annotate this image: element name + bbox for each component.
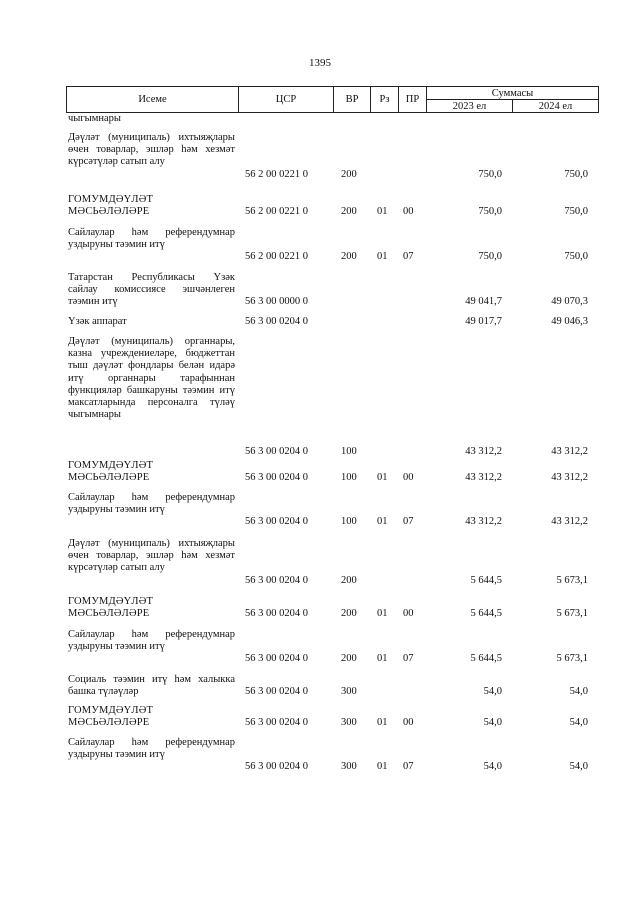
row-sum-2024: 49 046,3 [551,316,588,327]
row-sum-2024: 54,0 [569,761,588,773]
row-name: ГОМУМДӘҮЛӘТ МӘСЬӘЛӘЛӘРЕ [68,194,154,218]
row-name: ГОМУМДӘҮЛӘТ МӘСЬӘЛӘЛӘРЕ [68,705,154,729]
row-vr: 200 [341,608,357,620]
row-sum-2023: 43 312,2 [465,472,502,484]
row-name: Дәүләт (муниципаль) органнары, казна учреждениеләре, бюджеттан тыш дәүләт фондлары белән идарә итү органнары тарафыннан функцияләр башкаруны тәэмин итү максатларында персоналга түләү чыгымнары [68,336,235,421]
row-sum-2024: 5 673,1 [556,574,588,586]
row-csr: 56 3 00 0204 0 [245,574,308,586]
row-sum-2023: 5 644,5 [470,653,502,665]
row-csr: 56 3 00 0204 0 [245,472,308,484]
header-csr: ЦСР [239,87,334,113]
row-csr: 56 3 00 0204 0 [245,316,308,327]
row-pr: 07 [403,653,414,665]
header-2024: 2024 ел [513,100,599,113]
row-name: Сайлаулар һәм референдумнар уздыруны тәэмин итү [68,629,235,653]
row-sum-2024: 750,0 [564,206,588,218]
table-header [66,86,599,113]
row-sum-2023: 43 312,2 [465,445,502,457]
row-vr: 100 [341,472,357,484]
row-name: чыгымнары [68,113,121,124]
row-sum-2023: 54,0 [483,686,502,698]
row-csr: 56 3 00 0204 0 [245,761,308,773]
page-number: 1395 [309,57,331,69]
row-rz: 01 [377,516,388,528]
header-rz: Рз [371,87,399,113]
header-vr: ВР [334,87,371,113]
row-sum-2024: 5 673,1 [556,608,588,620]
row-sum-2023: 750,0 [478,251,502,263]
row-vr: 200 [341,206,357,218]
row-rz: 01 [377,251,388,263]
row-sum-2024: 750,0 [564,251,588,263]
row-vr: 100 [341,445,357,457]
row-csr: 56 2 00 0221 0 [245,206,308,218]
row-csr: 56 2 00 0221 0 [245,251,308,263]
row-sum-2024: 43 312,2 [551,472,588,484]
row-sum-2024: 43 312,2 [551,445,588,457]
row-name: Татарстан Республикасы Үзәк сайлау комиссиясе эшчәнлеген тәэмин итү [68,272,235,308]
row-name: Дәүләт (муниципаль) ихтыяҗлары өчен товарлар, эшләр һәм хезмәт күрсәтүләр сатып алу [68,132,235,168]
row-rz: 01 [377,472,388,484]
row-sum-2024: 54,0 [569,717,588,729]
row-csr: 56 3 00 0204 0 [245,445,308,457]
row-sum-2024: 43 312,2 [551,516,588,528]
row-sum-2023: 54,0 [483,717,502,729]
row-sum-2023: 43 312,2 [465,516,502,528]
row-csr: 56 3 00 0204 0 [245,717,308,729]
row-name: Сайлаулар һәм референдумнар уздыруны тәэмин итү [68,227,235,251]
row-vr: 300 [341,686,357,698]
row-pr: 00 [403,472,414,484]
row-sum-2023: 49 041,7 [465,296,502,308]
row-pr: 00 [403,206,414,218]
row-rz: 01 [377,608,388,620]
row-name: Сайлаулар һәм референдумнар уздыруны тәэмин итү [68,737,235,761]
row-sum-2023: 5 644,5 [470,608,502,620]
row-sum-2024: 750,0 [564,168,588,180]
row-csr: 56 3 00 0000 0 [245,296,308,308]
row-pr: 00 [403,608,414,620]
row-name: Сайлаулар һәм референдумнар уздыруны тәэмин итү [68,492,235,516]
header-2023: 2023 ел [427,100,513,113]
row-rz: 01 [377,717,388,729]
row-sum-2023: 5 644,5 [470,574,502,586]
header-pr: ПР [399,87,427,113]
header-sums: Суммасы [427,87,599,100]
row-name: Дәүләт (муниципаль) ихтыяҗлары өчен товарлар, эшләр һәм хезмәт күрсәтүләр сатып алу [68,538,235,574]
row-vr: 300 [341,761,357,773]
row-name: ГОМУМДӘҮЛӘТ МӘСЬӘЛӘЛӘРЕ [68,460,154,484]
row-vr: 100 [341,516,357,528]
row-rz: 01 [377,653,388,665]
row-sum-2023: 54,0 [483,761,502,773]
row-pr: 07 [403,761,414,773]
row-name: Үзәк аппарат [68,316,127,327]
row-csr: 56 3 00 0204 0 [245,653,308,665]
row-sum-2023: 750,0 [478,168,502,180]
row-sum-2024: 5 673,1 [556,653,588,665]
row-sum-2024: 49 070,3 [551,296,588,308]
row-name: Социаль тәэмин итү һәм халыкка башка түләүләр [68,674,235,698]
row-csr: 56 3 00 0204 0 [245,516,308,528]
header-name: Исеме [67,87,239,113]
row-csr: 56 3 00 0204 0 [245,608,308,620]
row-vr: 200 [341,574,357,586]
row-vr: 200 [341,168,357,180]
row-pr: 07 [403,251,414,263]
row-name: ГОМУМДӘҮЛӘТ МӘСЬӘЛӘЛӘРЕ [68,596,154,620]
row-vr: 200 [341,251,357,263]
row-csr: 56 3 00 0204 0 [245,686,308,698]
row-sum-2023: 49 017,7 [465,316,502,327]
row-vr: 300 [341,717,357,729]
row-pr: 00 [403,717,414,729]
row-csr: 56 2 00 0221 0 [245,168,308,180]
row-rz: 01 [377,206,388,218]
row-sum-2024: 54,0 [569,686,588,698]
row-rz: 01 [377,761,388,773]
row-pr: 07 [403,516,414,528]
row-sum-2023: 750,0 [478,206,502,218]
row-vr: 200 [341,653,357,665]
